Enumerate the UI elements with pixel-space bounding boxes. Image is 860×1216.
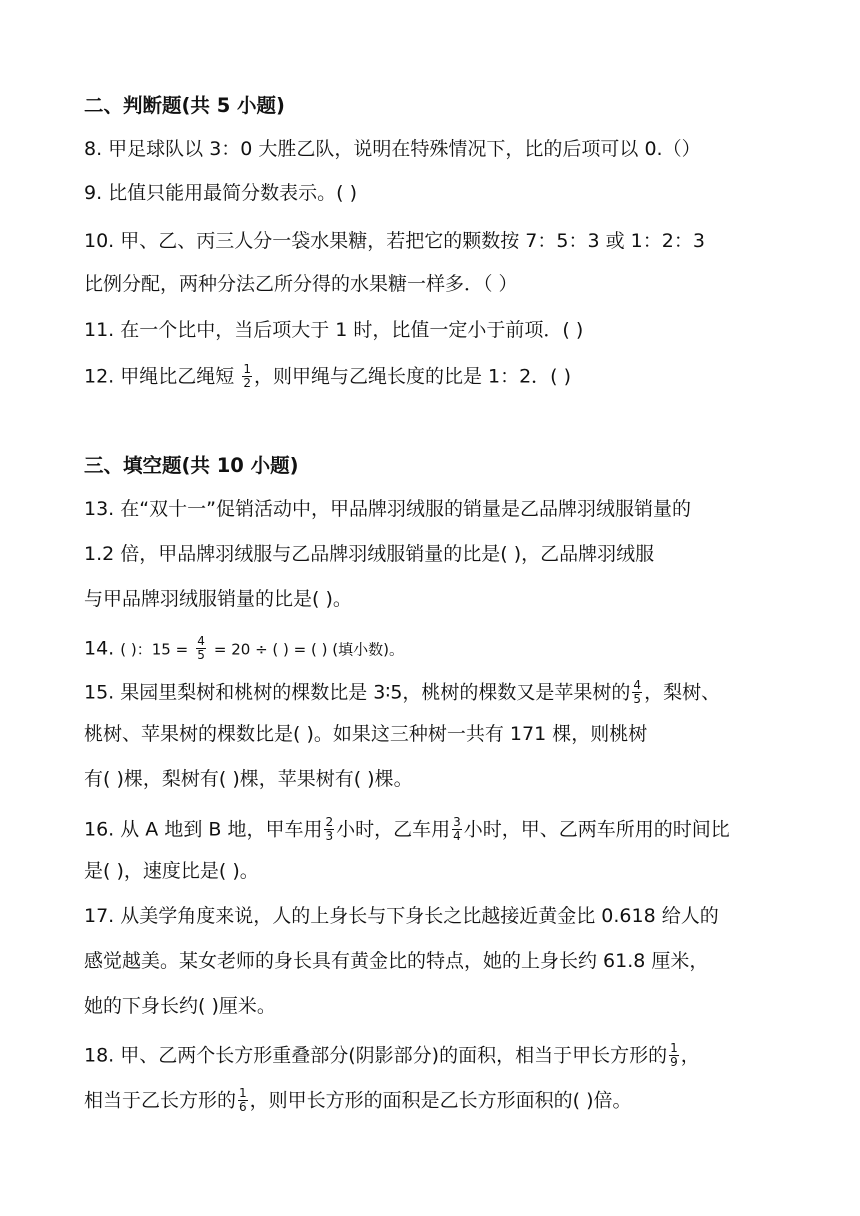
question-14	[84, 636, 784, 662]
question-10-line-2: 比例分配，两种分法乙所分得的水果糖一样多．（ ）	[84, 273, 518, 295]
question-13-line-3: 与甲品牌羽绒服销量的比是( )。	[84, 588, 352, 610]
question-17-line-2: 感觉越美。某女老师的身长具有黄金比的特点，她的上身长约 61.8 厘米，	[84, 950, 709, 972]
fraction-numerator: 1	[239, 1086, 247, 1100]
question-17-line-1: 17. 从美学角度来说，人的上身长与下身长之比越接近黄金比 0.618 给人的	[84, 905, 719, 927]
question-14-number: 14.	[84, 637, 115, 660]
fraction-denominator: 5	[633, 691, 642, 706]
question-12-pre: 12. 甲绳比乙绳短	[84, 365, 235, 388]
section-heading-judgement: 二、判断题(共 5 小题)	[84, 94, 285, 117]
fraction-four-fifths	[196, 635, 206, 661]
question-11: 11. 在一个比中，当后项大于 1 时，比值一定小于前项．( )	[84, 319, 584, 341]
question-18-line-2-post: ，则甲长方形的面积是乙长方形面积的( )倍。	[249, 1089, 632, 1112]
question-15-line-3: 有( )棵，梨树有( )棵，苹果树有( )棵。	[84, 768, 413, 790]
fraction-denominator: 5	[197, 647, 205, 662]
question-17-line-3: 她的下身长约( )厘米。	[84, 995, 276, 1017]
question-10-line-1: 10. 甲、乙、丙三人分一袋水果糖，若把它的颗数按 7：5：3 或 1：2：3	[84, 230, 705, 252]
fraction-numerator: 1	[243, 362, 251, 376]
question-15-pre: 15. 果园里梨树和桃树的棵数比是 3∶5，桃树的棵数又是苹果树的	[84, 681, 631, 704]
question-16-mid: 小时，乙车用	[336, 818, 451, 841]
question-18-post: ，	[680, 1044, 700, 1067]
question-15-line-1	[84, 680, 784, 706]
question-16-pre: 16. 从 A 地到 B 地，甲车用	[84, 818, 323, 841]
question-18-line-2	[84, 1088, 784, 1114]
question-18-line-1	[84, 1043, 784, 1069]
question-18-pre: 18. 甲、乙两个长方形重叠部分(阴影部分)的面积，相当于甲长方形的	[84, 1044, 668, 1067]
question-12	[84, 364, 784, 390]
fraction-one-ninth	[669, 1042, 679, 1068]
fraction-one-half	[242, 363, 252, 389]
fraction-numerator: 2	[325, 815, 334, 829]
fraction-numerator: 3	[453, 815, 461, 829]
fraction-denominator: 4	[453, 828, 461, 843]
question-16-line-1	[84, 817, 784, 843]
question-8: 8. 甲足球队以 3：0 大胜乙队，说明在特殊情况下，比的后项可以 0.（）	[84, 138, 701, 160]
fraction-one-sixth	[238, 1087, 248, 1113]
section-heading-fill-blank: 三、填空题(共 10 小题)	[84, 454, 299, 477]
question-12-post: ，则甲绳与乙绳长度的比是 1：2．( )	[253, 365, 572, 388]
question-16-line-2: 是( )，速度比是( )。	[84, 860, 259, 882]
fraction-four-fifths	[632, 679, 642, 705]
question-9: 9. 比值只能用最简分数表示。( )	[84, 182, 358, 204]
fraction-numerator: 4	[633, 678, 642, 692]
fraction-denominator: 2	[243, 375, 251, 390]
question-13-line-1: 13. 在“双十一”促销活动中，甲品牌羽绒服的销量是乙品牌羽绒服销量的	[84, 498, 691, 520]
question-15-post: ，梨树、	[644, 681, 721, 704]
question-14-part-1: ( )：15 =	[120, 640, 189, 659]
question-13-line-2: 1.2 倍，甲品牌羽绒服与乙品牌羽绒服销量的比是( )，乙品牌羽绒服	[84, 543, 655, 565]
fraction-three-quarters	[452, 816, 462, 842]
fraction-denominator: 3	[325, 828, 334, 843]
question-16-post: 小时，甲、乙两车所用的时间比	[463, 818, 730, 841]
fraction-denominator: 6	[239, 1099, 247, 1114]
question-14-part-2: = 20 ÷ ( ) = ( ) (填小数)。	[213, 640, 404, 659]
fraction-two-thirds	[324, 816, 334, 842]
fraction-numerator: 4	[197, 634, 205, 648]
question-15-line-2: 桃树、苹果树的棵数比是( )。如果这三种树一共有 171 棵，则桃树	[84, 723, 648, 745]
fraction-numerator: 1	[670, 1041, 678, 1055]
fraction-denominator: 9	[670, 1054, 678, 1069]
question-18-line-2-pre: 相当于乙长方形的	[84, 1089, 237, 1112]
